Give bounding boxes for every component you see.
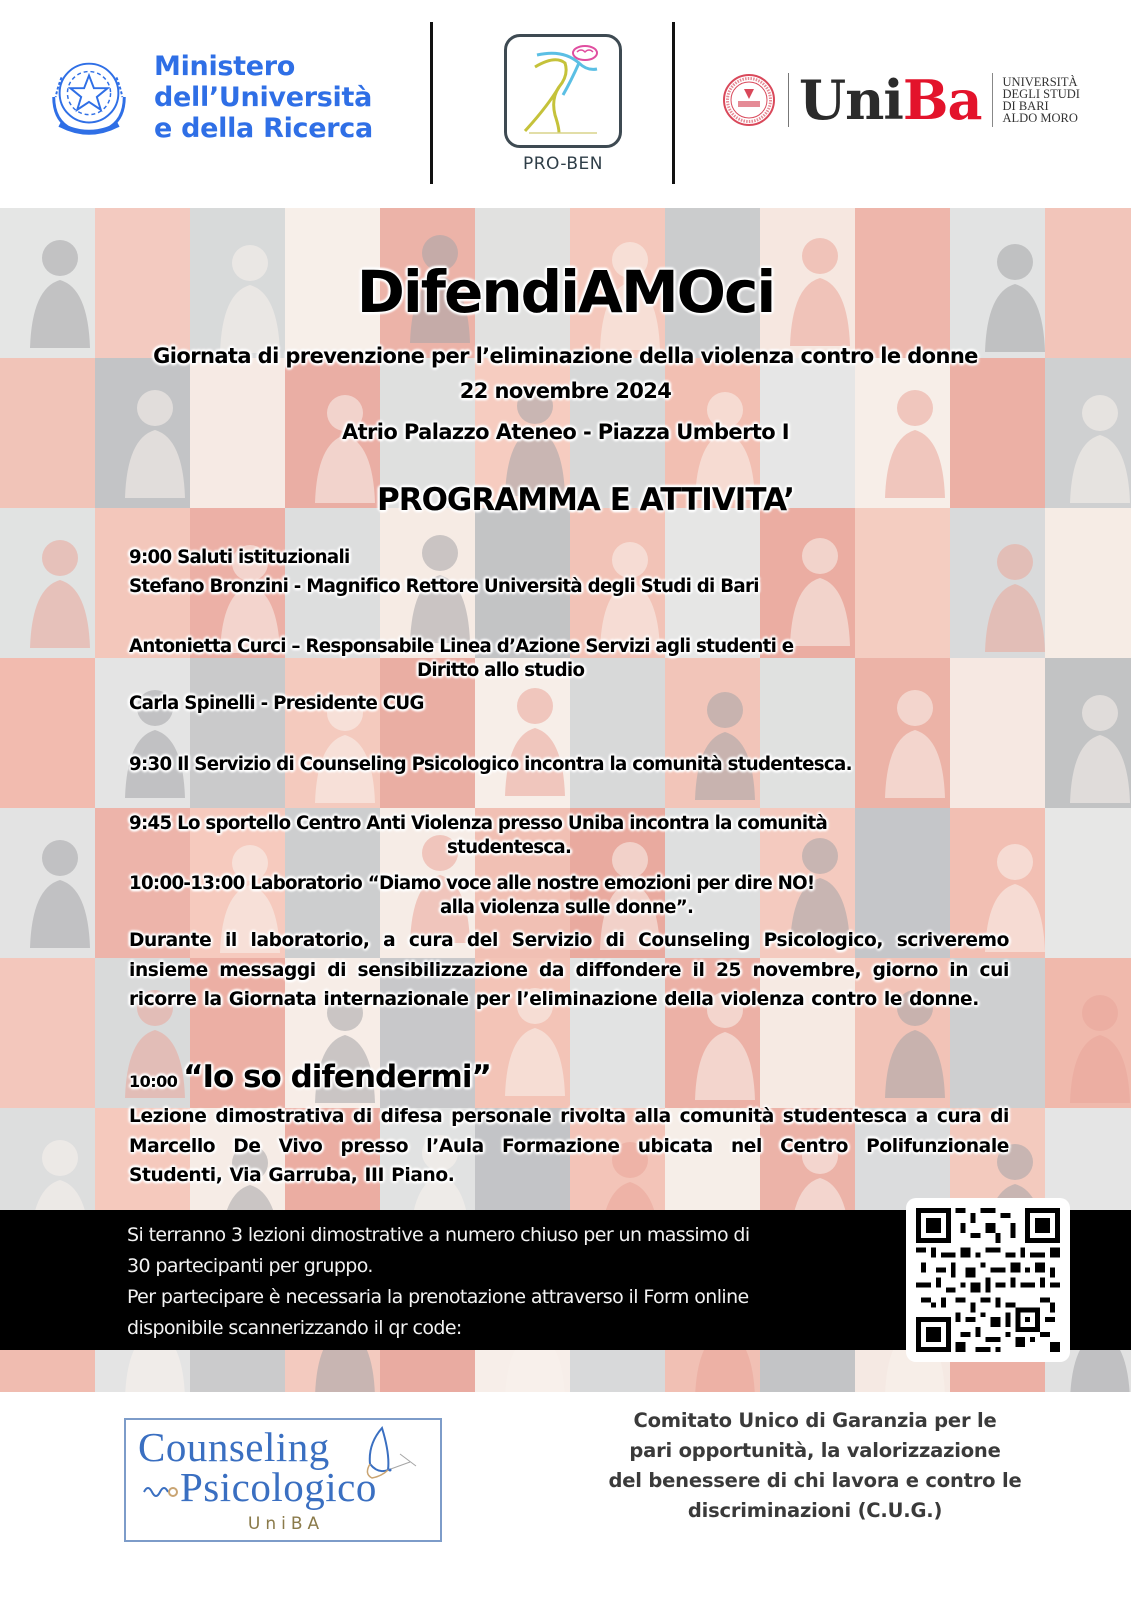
uniba-word-ba: Ba bbox=[902, 68, 982, 132]
self-defense-description: Lezione dimostrativa di difesa personale rivolta alla comunità studentesca a cura di Marcello De Vivo presso l’Aula Formazione ubicata nel Centro Polifunzionale Studenti, Via Garruba, III Piano. bbox=[129, 1106, 1009, 1186]
ministry-logo bbox=[40, 48, 373, 146]
program-item-line: Carla Spinelli - Presidente CUG bbox=[129, 693, 424, 714]
logo-header bbox=[0, 0, 1131, 208]
uniba-word-uni: Uni bbox=[799, 68, 903, 132]
program-item-workshop bbox=[129, 872, 1009, 920]
proben-logo-box bbox=[504, 34, 622, 148]
uniba-sub-line: DI BARI bbox=[1002, 99, 1049, 113]
self-defense-heading bbox=[129, 1058, 1009, 1101]
qr-code-icon[interactable] bbox=[916, 1208, 1060, 1352]
counseling-logo-line-2: Psicologico bbox=[180, 1464, 377, 1510]
header-divider-right bbox=[672, 22, 675, 184]
registration-qr-code[interactable] bbox=[906, 1198, 1070, 1362]
self-defense-title: “Io so difendermi” bbox=[183, 1059, 491, 1095]
swirl-icon bbox=[142, 1480, 182, 1502]
program-item-self-defense bbox=[129, 1058, 1009, 1101]
program-item-line: Antonietta Curci – Responsabile Linea d’Azione Servizi agli studenti e bbox=[129, 636, 794, 657]
program-item-line: 10:00-13:00 Laboratorio “Diamo voce alle nostre emozioni per dire NO! bbox=[129, 873, 815, 894]
cug-line: Comitato Unico di Garanzia per le bbox=[633, 1409, 997, 1432]
program-item-line: Diritto allo studio bbox=[417, 660, 585, 681]
ministry-line-3: e della Ricerca bbox=[154, 112, 373, 144]
self-defense-time: 10:00 bbox=[129, 1072, 178, 1091]
event-date: 22 novembre 2024 bbox=[459, 379, 672, 403]
uniba-separator bbox=[788, 73, 789, 127]
ministry-line-2: dell’Università bbox=[154, 81, 372, 113]
program-item-line: Stefano Bronzini - Magnifico Rettore Università degli Studi di Bari bbox=[129, 576, 759, 597]
cug-committee-text bbox=[600, 1406, 1030, 1526]
uniba-logo bbox=[722, 68, 1080, 132]
program-item-line: studentesca. bbox=[447, 837, 572, 858]
event-title: DifendiAMOci bbox=[356, 258, 775, 326]
program-item-line: alla violenza sulle donne”. bbox=[440, 897, 694, 918]
counseling-logo-line-3: UniBA bbox=[247, 1514, 325, 1534]
counseling-psicologico-logo bbox=[124, 1418, 442, 1542]
uniba-sub-line: UNIVERSITÀ bbox=[1002, 75, 1078, 89]
uniba-sub-line: DEGLI STUDI bbox=[1002, 87, 1080, 101]
university-seal-icon bbox=[722, 73, 776, 127]
registration-line: Si terranno 3 lezioni dimostrative a numero chiuso per un massimo di bbox=[127, 1224, 750, 1246]
program-item-curci bbox=[129, 635, 1009, 683]
uniba-subtitle bbox=[1003, 76, 1080, 124]
program-item-counseling bbox=[129, 753, 1009, 777]
counseling-logo-line-1: Counseling bbox=[138, 1424, 330, 1470]
program-item-greetings bbox=[129, 546, 1009, 599]
program-item-antiviolence bbox=[129, 812, 1009, 860]
ministry-line-1: Ministero bbox=[154, 50, 296, 82]
italian-republic-emblem-icon bbox=[40, 48, 138, 146]
program-item-line: 9:45 Lo sportello Centro Anti Violenza presso Uniba incontra la comunità bbox=[129, 813, 828, 834]
event-location: Atrio Palazzo Ateneo - Piazza Umberto I bbox=[341, 420, 790, 444]
registration-line: 30 partecipanti per gruppo. bbox=[127, 1255, 373, 1277]
header-divider-left bbox=[430, 22, 433, 184]
uniba-separator-2 bbox=[992, 73, 993, 127]
program-item-line: 9:00 Saluti istituzionali bbox=[129, 547, 350, 568]
proben-label: PRO-BEN bbox=[522, 154, 604, 174]
registration-line: disponibile scannerizzando il qr code: bbox=[127, 1317, 462, 1339]
butterfly-icon bbox=[360, 1424, 422, 1484]
registration-line: Per partecipare è necessaria la prenotazione attraverso il Form online bbox=[127, 1286, 749, 1308]
running-figure-brain-icon bbox=[507, 37, 619, 145]
proben-logo bbox=[504, 34, 622, 174]
uniba-wordmark bbox=[799, 68, 982, 132]
ministry-name bbox=[154, 51, 373, 144]
uniba-sub-line: ALDO MORO bbox=[1002, 111, 1078, 125]
event-subtitle: Giornata di prevenzione per l’eliminazione della violenza contro le donne bbox=[153, 344, 978, 368]
cug-line: pari opportunità, la valorizzazione bbox=[629, 1439, 1001, 1462]
cug-line: del benessere di chi lavora e contro le bbox=[608, 1469, 1022, 1492]
program-heading: PROGRAMMA E ATTIVITA’ bbox=[376, 482, 794, 518]
registration-text bbox=[127, 1220, 887, 1344]
cug-line: discriminazioni (C.U.G.) bbox=[687, 1499, 943, 1522]
event-info bbox=[0, 339, 1131, 450]
program-item-spinelli bbox=[129, 692, 1009, 716]
program-item-line: 9:30 Il Servizio di Counseling Psicologico incontra la comunità studentesca. bbox=[129, 754, 852, 775]
workshop-description: Durante il laboratorio, a cura del Servizio di Counseling Psicologico, scriveremo insieme messaggi di sensibilizzazione da diffondere il 25 novembre, giorno in cui ricorre la Giornata internazionale per l’eliminazione della violenza contro le donne. bbox=[129, 930, 1009, 1010]
